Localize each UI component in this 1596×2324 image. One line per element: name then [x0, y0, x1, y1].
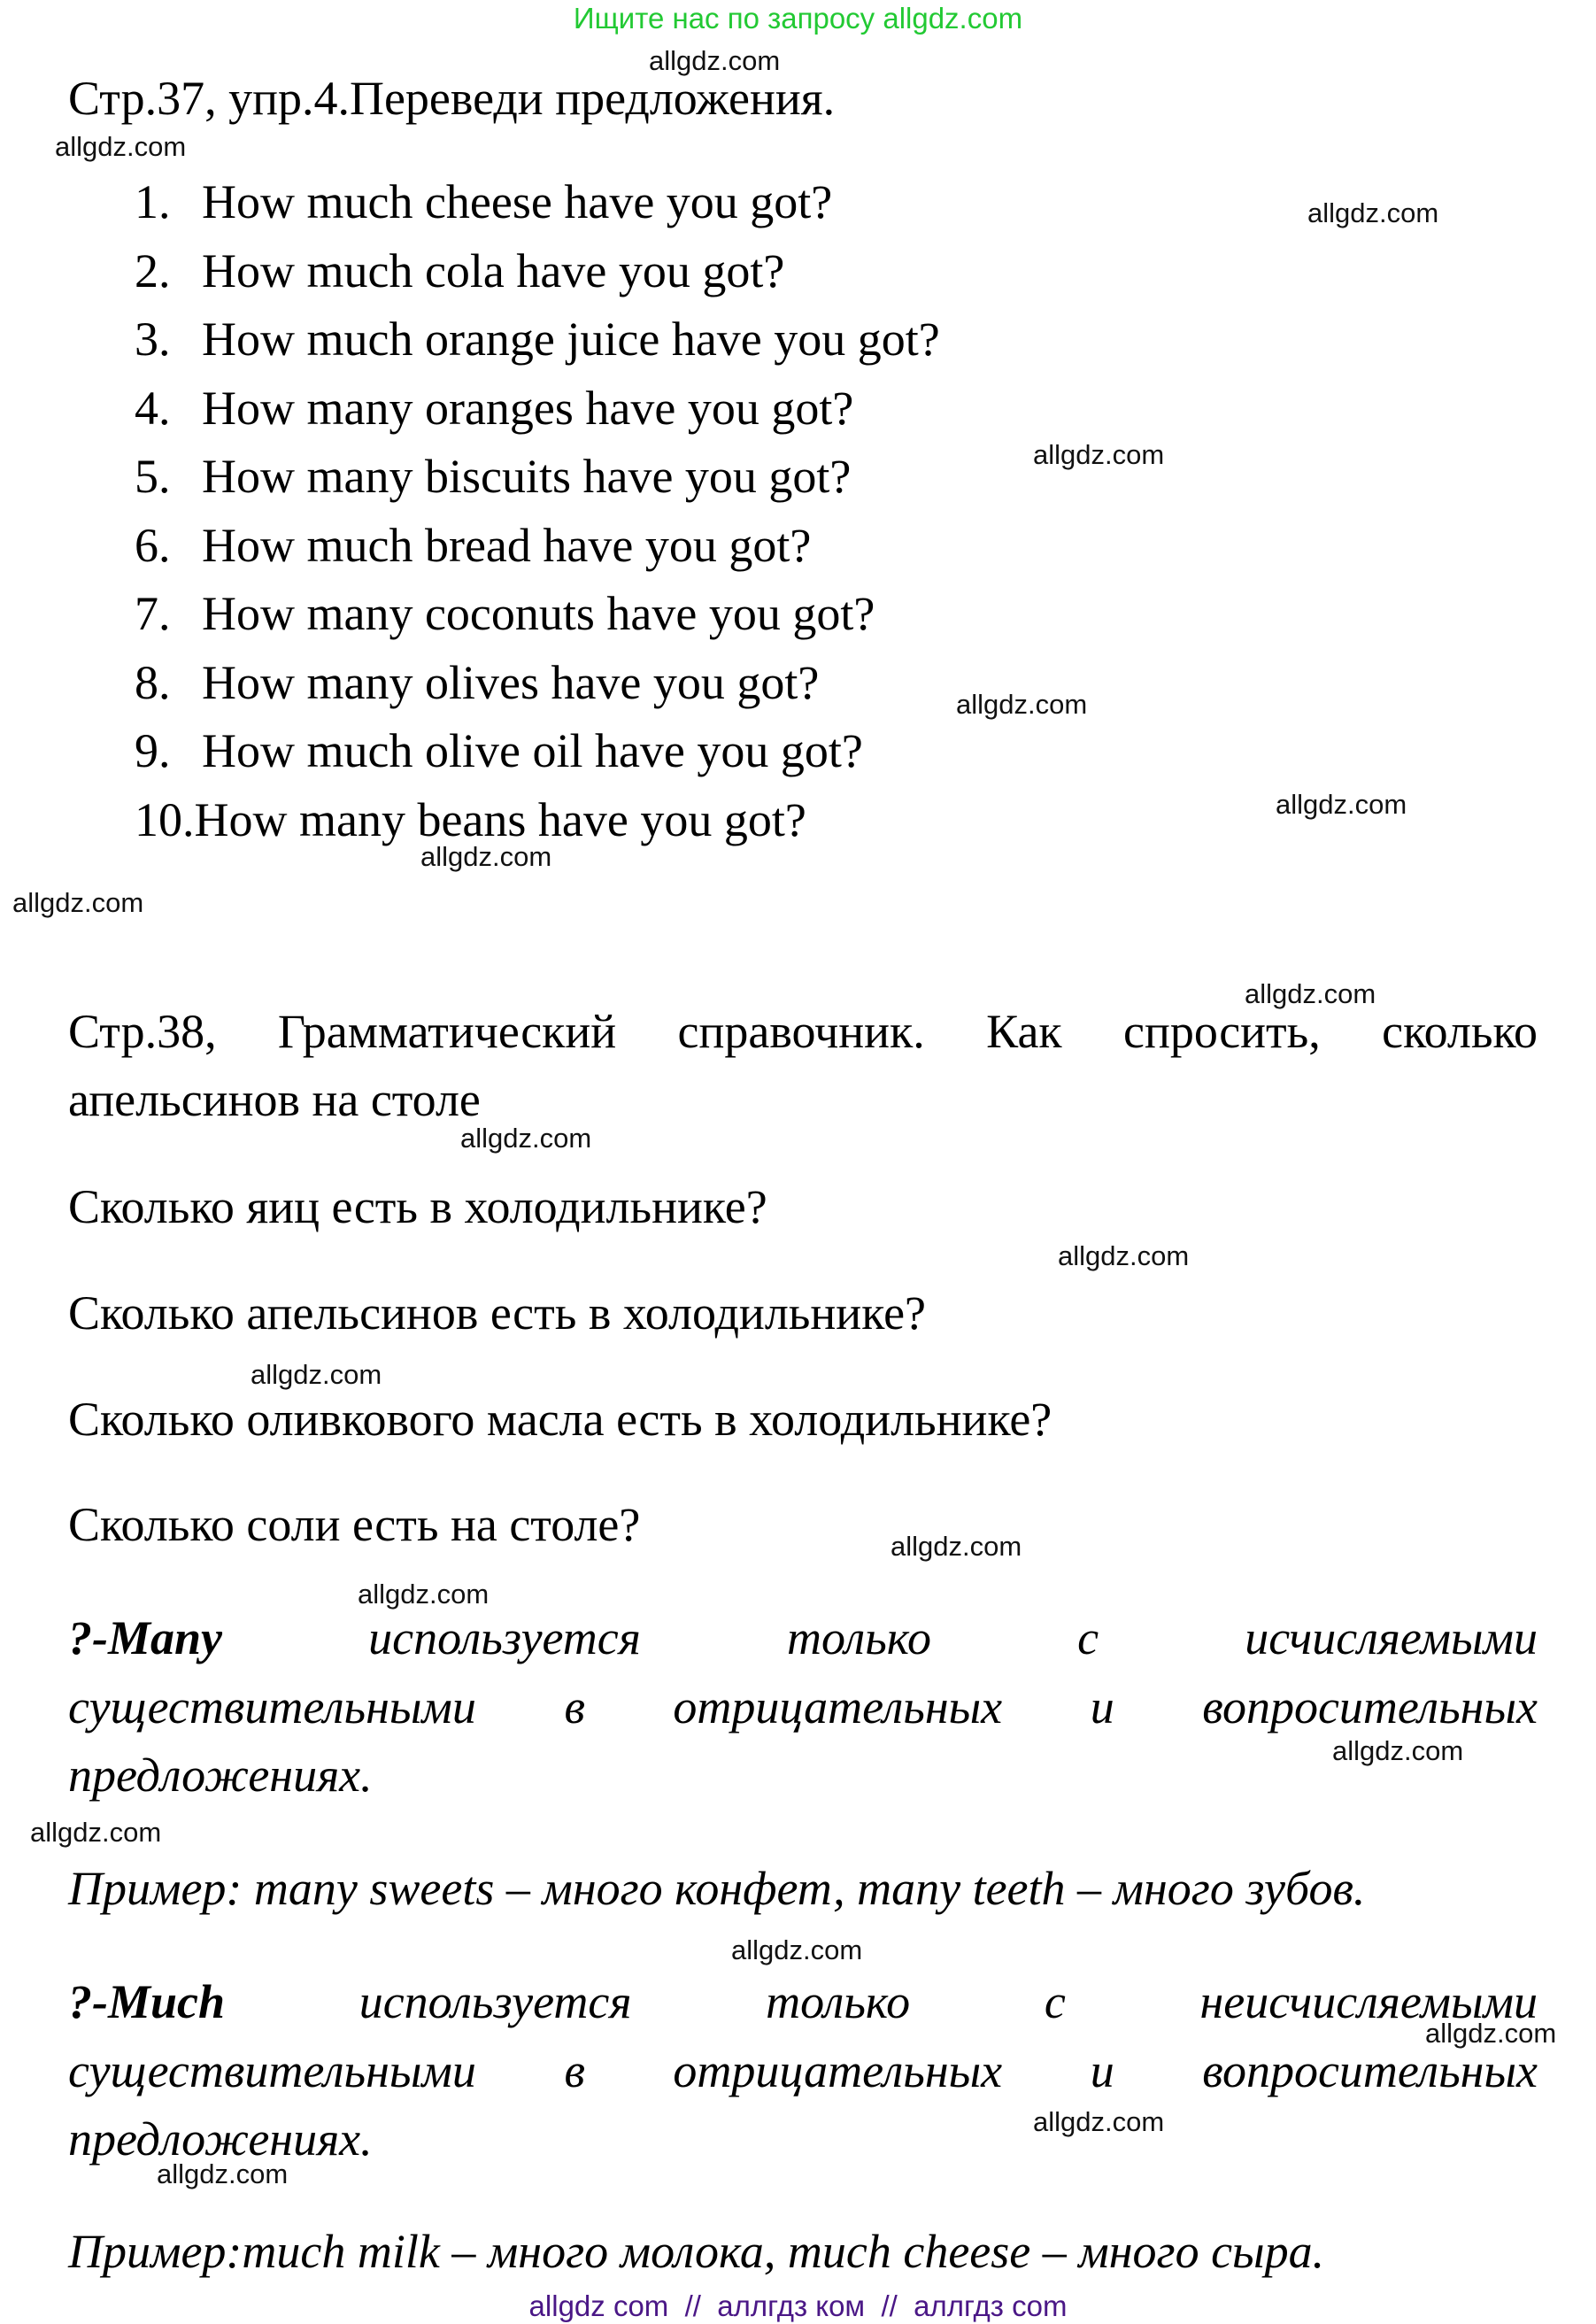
word: используется: [359, 1975, 632, 2028]
rule-term: ?-Many: [68, 1611, 222, 1664]
word: существительными: [68, 1680, 476, 1733]
word: только: [787, 1611, 931, 1664]
footer-links[interactable]: allgdz com // аллгдз ком // аллгдз com: [528, 2289, 1068, 2322]
watermark: allgdz.com: [55, 131, 187, 162]
list-item: [135, 382, 854, 435]
word: и: [1090, 2044, 1114, 2097]
question-sentence: Сколько апельсинов есть в холодильнике?: [68, 1286, 927, 1340]
list-item-number: 9.: [135, 724, 171, 777]
list-item: [135, 656, 820, 709]
word: в: [564, 1680, 585, 1733]
list-item-text: How much olive oil have you got?: [202, 724, 863, 777]
list-item: [135, 450, 852, 503]
many-rule-line3: предложениях.: [68, 1749, 373, 1802]
list-item-number: 1.: [135, 175, 171, 228]
list-item: [135, 519, 812, 572]
many-example: Пример: many sweets – много конфет, many teeth – много зубов.: [68, 1862, 1366, 1915]
word: отрицательных: [673, 1680, 1003, 1733]
watermark: allgdz.com: [731, 1934, 863, 1965]
word: Стр.38,: [68, 1005, 217, 1058]
list-item-text: How much orange juice have you got?: [202, 313, 940, 366]
question-sentence: Сколько соли есть на столе?: [68, 1498, 641, 1551]
list-item: [135, 313, 940, 366]
question-sentence: Сколько оливкового масла есть в холодильнике?: [68, 1393, 1052, 1446]
word: справочник.: [677, 1005, 925, 1058]
list-item: [135, 724, 863, 777]
watermark: allgdz.com: [1307, 197, 1439, 228]
rule-term: ?-Much: [68, 1975, 226, 2028]
list-item-number: 6.: [135, 519, 171, 572]
word: только: [766, 1975, 911, 2028]
list-item-number: 8.: [135, 656, 171, 709]
list-item: [135, 587, 875, 640]
list-item-number: 2.: [135, 244, 171, 297]
much-rule-line3: предложениях.: [68, 2112, 373, 2166]
much2-row: [68, 2044, 1538, 2097]
list-item-number: 5.: [135, 450, 171, 503]
word: неисчисляемыми: [1199, 1975, 1538, 2028]
list-item-text: How much bread have you got?: [202, 519, 812, 572]
much-example: Пример:much milk – много молока, much cheese – много сыра.: [68, 2225, 1325, 2278]
list-item-text: How many beans have you got?: [194, 793, 806, 846]
list-item-number: 3.: [135, 313, 171, 366]
word: вопросительных: [1202, 1680, 1538, 1733]
list-item-text: How many biscuits have you got?: [202, 450, 852, 503]
list-item: [135, 244, 785, 297]
word: и: [1090, 1680, 1114, 1733]
list-item-text: How much cola have you got?: [202, 244, 785, 297]
word: используется: [368, 1611, 641, 1664]
list-item-text: How much cheese have you got?: [202, 175, 833, 228]
watermark: allgdz.com: [358, 1579, 490, 1610]
word: Грамматический: [277, 1005, 617, 1058]
watermark: allgdz.com: [420, 841, 552, 872]
watermark: allgdz.com: [956, 689, 1088, 720]
list-item-number: 7.: [135, 587, 171, 640]
watermark: allgdz.com: [251, 1359, 382, 1390]
section1-title: Стр.37, упр.4.Переведи предложения.: [68, 72, 836, 125]
watermark: allgdz.com: [891, 1531, 1022, 1562]
watermark: allgdz.com: [1276, 789, 1407, 820]
word: исчисляемыми: [1245, 1611, 1538, 1664]
watermark: allgdz.com: [30, 1817, 162, 1848]
list-item: [135, 175, 833, 228]
question-sentence: Сколько яиц есть в холодильнике?: [68, 1180, 767, 1233]
word: отрицательных: [673, 2044, 1003, 2097]
watermark: allgdz.com: [649, 45, 781, 76]
word: вопросительных: [1202, 2044, 1538, 2097]
watermark: allgdz.com: [1425, 2018, 1557, 2049]
watermark: allgdz.com: [1245, 978, 1376, 1009]
word: в: [564, 2044, 585, 2097]
much1-row: [68, 1975, 1538, 2028]
word: существительными: [68, 2044, 476, 2097]
watermark: allgdz.com: [1058, 1240, 1190, 1271]
watermark: allgdz.com: [1033, 2106, 1165, 2137]
list-item-number: 4.: [135, 382, 171, 435]
word: с: [1077, 1611, 1099, 1664]
watermark: allgdz.com: [12, 887, 144, 918]
header-banner: Ищите нас по запросу allgdz.com: [573, 2, 1023, 35]
list-item-text: How many coconuts have you got?: [202, 587, 875, 640]
list-item: [135, 793, 806, 846]
watermark: allgdz.com: [1332, 1735, 1464, 1766]
s2l1-row: [68, 1005, 1538, 1058]
watermark: allgdz.com: [157, 2158, 289, 2189]
watermark: allgdz.com: [1033, 439, 1165, 470]
word: сколько: [1382, 1005, 1538, 1058]
word: спросить,: [1122, 1005, 1321, 1058]
list-item-text: How many oranges have you got?: [202, 382, 854, 435]
section2-title-line2: апельсинов на столе: [68, 1073, 481, 1126]
word: с: [1044, 1975, 1066, 2028]
watermark: allgdz.com: [460, 1123, 592, 1154]
word: Как: [986, 1005, 1062, 1058]
many2-row: [68, 1680, 1538, 1733]
list-item-number: 10.: [135, 793, 195, 846]
list-item-text: How many olives have you got?: [202, 656, 820, 709]
many1-row: [68, 1611, 1538, 1664]
